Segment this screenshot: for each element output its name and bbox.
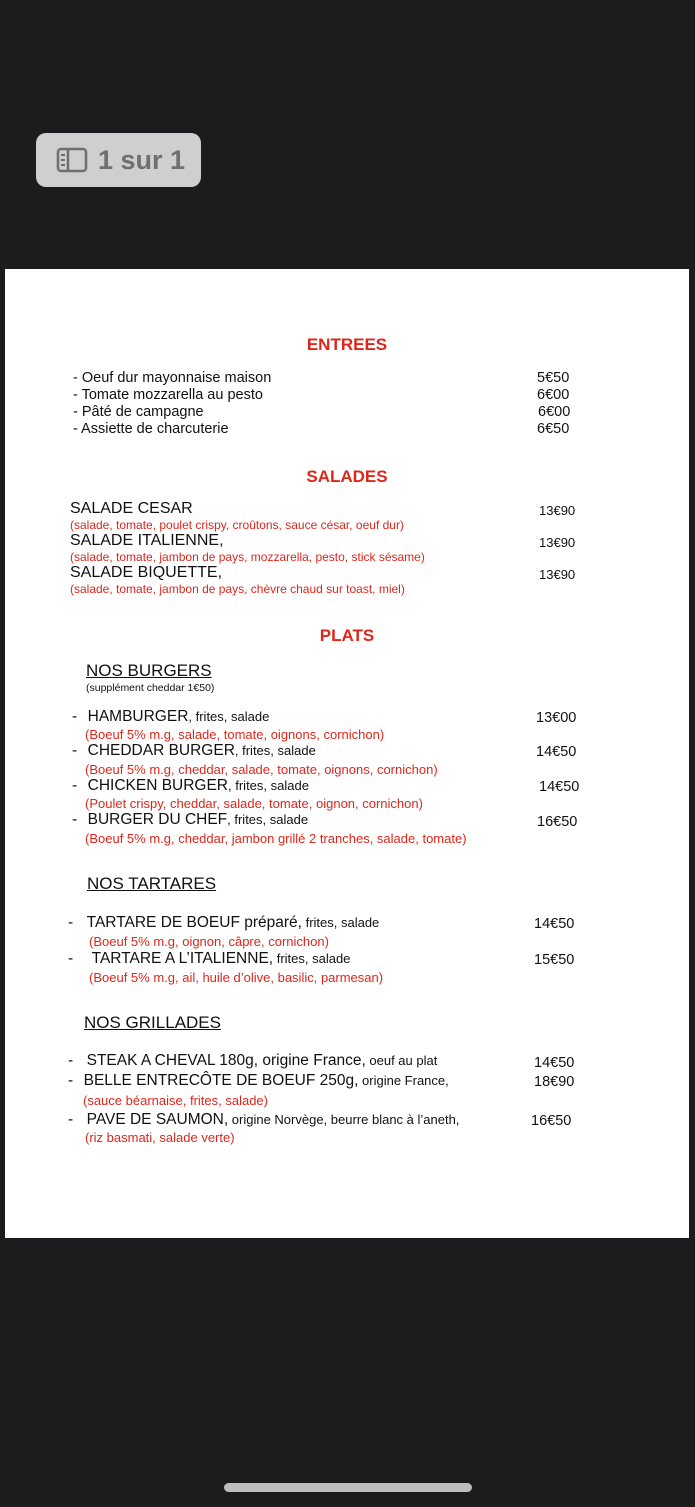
section-title-salades: SALADES (306, 467, 388, 486)
item-dash: - (72, 742, 78, 759)
salade-description: (salade, tomate, jambon de pays, chèvre chaud sur toast, miel) (70, 582, 405, 596)
burger-description: (Poulet crispy, cheddar, salade, tomate, oignon, cornichon) (85, 796, 423, 811)
burger-sides: , frites, salade (228, 778, 309, 793)
page-indicator-label: 1 sur 1 (98, 144, 186, 175)
burger-name: BURGER DU CHEF (87, 811, 228, 828)
salade-price: 13€90 (539, 567, 576, 582)
salade-name: SALADE ITALIENNE, (70, 532, 224, 549)
burger-item (72, 742, 316, 760)
entree-price: 6€00 (538, 404, 571, 420)
grillade-description: (riz basmati, salade verte) (85, 1130, 235, 1145)
subheading-tartares: NOS TARTARES (87, 874, 217, 893)
salade-name: SALADE BIQUETTE, (70, 564, 223, 581)
item-dash: - (68, 914, 74, 931)
tartare-name: TARTARE A L’ITALIENNE, (91, 950, 274, 967)
section-title-plats: PLATS (319, 626, 375, 645)
entree-item: - Oeuf dur mayonnaise maison (73, 370, 272, 386)
document-page[interactable] (5, 269, 689, 1238)
salade-name: SALADE CESAR (70, 500, 193, 517)
burger-price: 13€00 (536, 710, 577, 726)
salade-price: 13€90 (539, 503, 576, 518)
entree-item: - Tomate mozzarella au pesto (73, 387, 263, 403)
home-indicator[interactable] (224, 1483, 472, 1492)
entree-price: 6€00 (537, 387, 570, 403)
sidebar-icon (56, 147, 88, 173)
burger-name: HAMBURGER (87, 708, 189, 725)
grillade-sides: origine France, (358, 1073, 449, 1088)
grillade-name: STEAK A CHEVAL 180g, origine France, (86, 1052, 366, 1069)
item-dash: - (72, 777, 78, 794)
subheading-grillades: NOS GRILLADES (84, 1013, 221, 1032)
tartare-price: 14€50 (534, 916, 575, 932)
salade-description: (salade, tomate, jambon de pays, mozzarella, pesto, stick sésame) (70, 550, 425, 564)
tartare-item (68, 914, 379, 932)
tartare-description: (Boeuf 5% m.g, oignon, câpre, cornichon) (89, 934, 329, 949)
tartare-price: 15€50 (534, 952, 575, 968)
item-dash: - (72, 811, 78, 828)
entree-item: - Pâté de campagne (73, 404, 204, 420)
grillade-price: 18€90 (534, 1074, 575, 1090)
burger-sides: , frites, salade (234, 743, 316, 758)
salade-price: 13€90 (539, 535, 576, 550)
burger-name: CHICKEN BURGER (87, 777, 229, 794)
item-dash: - (68, 1111, 74, 1128)
section-title-entrees: ENTREES (306, 335, 388, 354)
burger-price: 16€50 (537, 814, 578, 830)
grillade-description: (sauce béarnaise, frites, salade) (83, 1093, 268, 1108)
tartare-sides: frites, salade (301, 915, 380, 930)
entree-price: 5€50 (537, 370, 570, 386)
grillade-item (68, 1052, 437, 1070)
burger-description: (Boeuf 5% m.g, salade, tomate, oignons, cornichon) (85, 727, 385, 742)
grillade-item (68, 1111, 459, 1129)
item-dash: - (68, 1052, 74, 1069)
grillade-item (68, 1072, 449, 1090)
burger-item (72, 777, 309, 795)
item-dash: - (68, 950, 74, 967)
salade-description: (salade, tomate, poulet crispy, croûtons, sauce césar, oeuf dur) (70, 518, 404, 532)
grillade-name: BELLE ENTRECÔTE DE BOEUF 250g, (83, 1072, 359, 1089)
burger-description: (Boeuf 5% m.g, cheddar, jambon grillé 2 tranches, salade, tomate) (85, 831, 467, 846)
tartare-item (68, 950, 350, 968)
burger-item (72, 811, 308, 829)
burger-sides: , frites, salade (188, 709, 270, 724)
grillade-sides: oeuf au plat (365, 1053, 438, 1068)
tartare-description: (Boeuf 5% m.g, ail, huile d’olive, basilic, parmesan) (89, 970, 384, 985)
entree-item: - Assiette de charcuterie (73, 421, 229, 437)
burger-name: CHEDDAR BURGER (87, 742, 235, 759)
page-indicator[interactable] (36, 133, 201, 187)
subheading-burgers: NOS BURGERS (86, 661, 212, 680)
burger-price: 14€50 (539, 779, 580, 795)
tartare-sides: frites, salade (273, 951, 351, 966)
burgers-note: (supplément cheddar 1€50) (86, 682, 215, 694)
item-dash: - (68, 1072, 74, 1089)
burger-sides: , frites, salade (227, 812, 309, 827)
entree-price: 6€50 (537, 421, 570, 437)
grillade-name: PAVE DE SAUMON, (86, 1111, 229, 1128)
tartare-name: TARTARE DE BOEUF préparé, (86, 914, 302, 931)
grillade-price: 14€50 (534, 1055, 575, 1071)
burger-item (72, 708, 269, 726)
grillade-sides: origine Norvège, beurre blanc à l’aneth, (228, 1112, 460, 1127)
grillade-price: 16€50 (531, 1113, 572, 1129)
item-dash: - (72, 708, 78, 725)
burger-description: (Boeuf 5% m.g, cheddar, salade, tomate, oignons, cornichon) (85, 762, 438, 777)
burger-price: 14€50 (536, 744, 577, 760)
